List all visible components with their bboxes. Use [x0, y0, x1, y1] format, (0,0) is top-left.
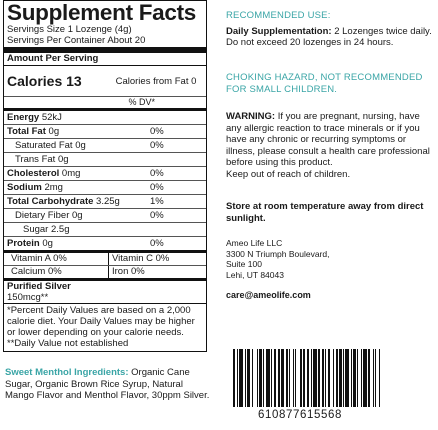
nutrient-row [7, 111, 203, 124]
footnote-dv: *Percent Daily Values are based on a 2,000 calorie diet. Your Daily Values may be higher or lower depending on your calorie needs. [7, 305, 195, 338]
calories-label: Calories 13 [7, 73, 82, 89]
ingredients-label: Sweet Menthol Ingredients: [5, 367, 129, 378]
facts-title: Supplement Facts [7, 0, 196, 25]
vitamin-row [7, 266, 203, 278]
ingredients [5, 367, 210, 402]
nutrient-value: 0g [57, 154, 69, 165]
ingredients-text: Organic Cane Sugar, Organic Brown Rice Syrup, Natural Mango Flavor and Menthol Flavor, 30ppm Silver. [5, 367, 210, 401]
storage: Store at room temperature away from direct sunlight. [226, 201, 424, 224]
address-line-1: 3300 N Triumph Boulevard, [226, 248, 330, 259]
nutrient-table [7, 111, 203, 250]
nutrient-dv: 0% [150, 182, 164, 193]
servings-per-container: Servings Per Container About 20 [7, 35, 146, 46]
nutrient-dv: 0% [150, 168, 164, 179]
nutrient-dv: 0% [150, 238, 164, 249]
nutrient-name: Total Carbohydrate 3.25g [7, 196, 120, 207]
nutrient-name: Energy 52kJ [7, 112, 62, 123]
nutrient-dv: 0% [150, 210, 164, 221]
nutrient-row [7, 125, 203, 138]
serving-size: Servings Size 1 Lozenge (4g) [7, 24, 132, 35]
vitamin-c: Vitamin C 0% [112, 253, 170, 264]
nutrient-value: 0g [42, 238, 53, 249]
vitamin-row [7, 253, 203, 265]
nutrient-value: 2mg [44, 182, 63, 193]
footnote [7, 304, 203, 351]
nutrient-value: 3.25g [96, 196, 120, 207]
nutrient-name: Sodium 2mg [7, 182, 63, 193]
company-address [226, 238, 434, 280]
iron: Iron 0% [112, 266, 145, 277]
company-name: Ameo Life LLC [226, 238, 283, 248]
amount-per-serving: Amount Per Serving [7, 53, 99, 64]
nutrient-value: 0g [48, 126, 60, 137]
address-line-2: Suite 100 [226, 259, 262, 269]
silver-name: Purified Silver [7, 281, 71, 292]
nutrient-row [7, 153, 203, 166]
nutrient-value: 0g [75, 140, 86, 151]
nutrient-row [7, 209, 203, 222]
nutrient-value: 52kJ [41, 112, 62, 123]
nutrient-dv: 0% [150, 140, 164, 151]
barcode-bar [380, 349, 381, 407]
recommended-use [226, 10, 434, 49]
nutrient-dv [150, 153, 203, 166]
nutrient-dv: 1% [150, 196, 164, 207]
recommended-label: Daily Supplementation: [226, 25, 332, 37]
nutrient-name: Total Fat 0g [7, 126, 60, 137]
keep-out-of-reach: Keep out of reach of children. [226, 168, 351, 180]
dv-header: % DV* [128, 97, 155, 107]
nutrient-dv [150, 223, 203, 236]
nutrient-name: Sugar 2.5g [23, 224, 70, 235]
calories-row [7, 66, 203, 96]
nutrient-value: 0g [72, 210, 83, 221]
recommended-text: 2 Lozenges twice daily. Do not exceed 20 lozenges in 24 hours. [226, 25, 432, 48]
silver-amount: 150mcg** [7, 292, 49, 303]
nutrient-name: Dietary Fiber 0g [15, 210, 83, 221]
nutrient-name: Trans Fat 0g [15, 154, 69, 165]
nutrient-row [7, 181, 203, 194]
vitamin-a: Vitamin A 0% [7, 253, 109, 265]
nutrient-dv [150, 111, 203, 124]
warning-text: If you are pregnant, nursing, have any allergic reaction to trace minerals or if you have any chronic or recurring symptoms or illness, please consult a health care professional before using this product. [226, 111, 430, 168]
calcium: Calcium 0% [7, 266, 109, 278]
supplement-facts-panel [3, 0, 207, 352]
nutrient-row [7, 167, 203, 180]
nutrient-value: 0mg [61, 168, 81, 179]
recommended-heading: RECOMMENDED USE: [226, 10, 331, 21]
nutrient-name: Cholesterol 0mg [7, 168, 81, 179]
barcode-image [233, 349, 430, 407]
footnote-not-established: **Daily Value not established [7, 338, 129, 349]
calories-from-fat: Calories from Fat 0 [115, 75, 197, 87]
warning-label: WARNING: [226, 111, 276, 122]
address-line-3: Lehi, UT 84043 [226, 269, 284, 280]
choking-hazard: CHOKING HAZARD, NOT RECOMMENDED FOR SMALL CHILDREN. [226, 72, 423, 95]
barcode-digits: 610877615568 [258, 409, 342, 421]
nutrient-row [7, 223, 203, 236]
nutrient-row [7, 195, 203, 208]
nutrient-dv: 0% [150, 126, 164, 137]
nutrient-name: Protein 0g [7, 238, 53, 249]
nutrient-value: 2.5g [51, 224, 70, 235]
nutrient-row [7, 139, 203, 152]
nutrient-row [7, 237, 203, 250]
company-email: care@ameolife.com [226, 290, 311, 300]
nutrient-name: Saturated Fat 0g [15, 140, 86, 151]
warning [226, 111, 434, 180]
